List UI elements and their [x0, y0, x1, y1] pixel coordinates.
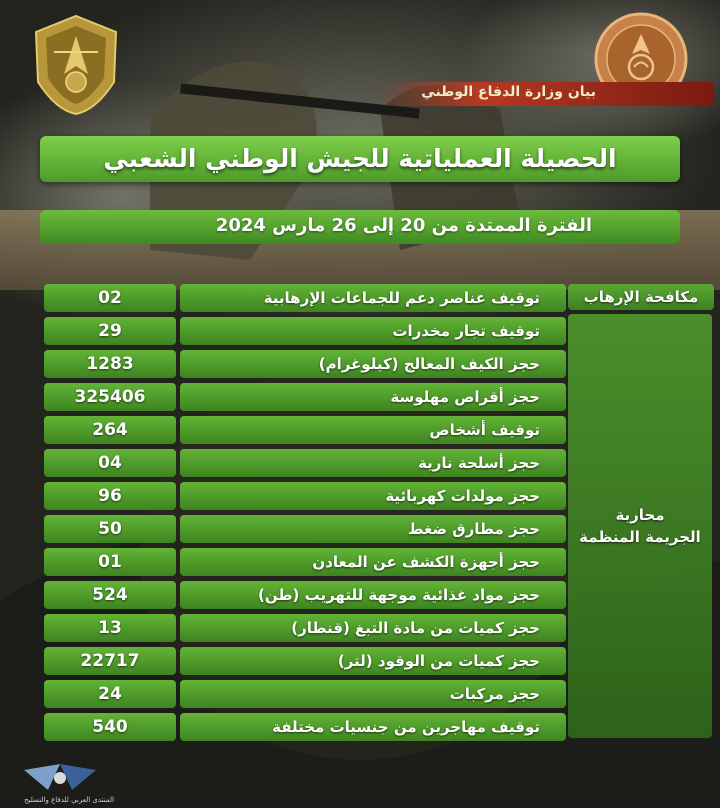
forum-logo-icon [4, 760, 124, 800]
watermark-text: المنتدى العربي للدفاع والتسليح [24, 796, 114, 804]
table-row [44, 713, 568, 741]
row-label: حجز الكيف المعالج (كيلوغرام) [180, 350, 566, 378]
row-label: حجز مواد غذائية موجهة للتهريب (طن) [180, 581, 566, 609]
ministry-label: بيان وزارة الدفاع الوطني [421, 84, 596, 100]
table-row [44, 680, 568, 708]
table-row [44, 317, 568, 345]
row-value: 13 [44, 614, 176, 642]
row-value: 264 [44, 416, 176, 444]
section-crime-label [568, 504, 712, 548]
row-label: حجز مطارق ضغط [180, 515, 566, 543]
row-value: 02 [44, 284, 176, 312]
row-value: 50 [44, 515, 176, 543]
table-row [44, 548, 568, 576]
section-crime-label-line1: محاربة [615, 506, 665, 524]
table-row [44, 647, 568, 675]
row-value: 96 [44, 482, 176, 510]
row-label: توقيف أشخاص [180, 416, 566, 444]
section-terrorism-label: مكافحة الإرهاب [568, 284, 714, 310]
row-label: حجز أسلحة نارية [180, 449, 566, 477]
row-value: 29 [44, 317, 176, 345]
forum-watermark [4, 760, 124, 806]
table-row [44, 383, 568, 411]
row-label: توقيف مهاجرين من جنسيات مختلفة [180, 713, 566, 741]
row-value: 325406 [44, 383, 176, 411]
table-row [44, 284, 568, 312]
row-value: 22717 [44, 647, 176, 675]
table-row [44, 350, 568, 378]
army-crest-emblem [26, 12, 126, 117]
ministry-statement-banner [378, 82, 714, 106]
period-bar [40, 210, 680, 244]
row-label: حجز أجهزة الكشف عن المعادن [180, 548, 566, 576]
row-value: 04 [44, 449, 176, 477]
row-value: 524 [44, 581, 176, 609]
row-value: 540 [44, 713, 176, 741]
row-label: حجز مولدات كهربائية [180, 482, 566, 510]
row-label: توقيف عناصر دعم للجماعات الإرهابية [180, 284, 566, 312]
section-crime-label-line2: الجريمة المنظمة [579, 528, 701, 546]
row-label: حجز كميات من الوقود (لتر) [180, 647, 566, 675]
table-row [44, 449, 568, 477]
title-bar [40, 136, 680, 182]
row-label: حجز أقراص مهلوسة [180, 383, 566, 411]
row-value: 24 [44, 680, 176, 708]
table-row [44, 581, 568, 609]
table-row [44, 614, 568, 642]
row-label: حجز كميات من مادة التبغ (قنطار) [180, 614, 566, 642]
row-value: 01 [44, 548, 176, 576]
table-row [44, 515, 568, 543]
row-value: 1283 [44, 350, 176, 378]
period-label: الفترة الممتدة من 20 إلى 26 مارس 2024 [215, 215, 592, 236]
row-label: حجز مركبات [180, 680, 566, 708]
page-title: الحصيلة العملياتية للجيش الوطني الشعبي [103, 144, 617, 173]
row-label: توقيف تجار مخدرات [180, 317, 566, 345]
table-row [44, 416, 568, 444]
table-row [44, 482, 568, 510]
